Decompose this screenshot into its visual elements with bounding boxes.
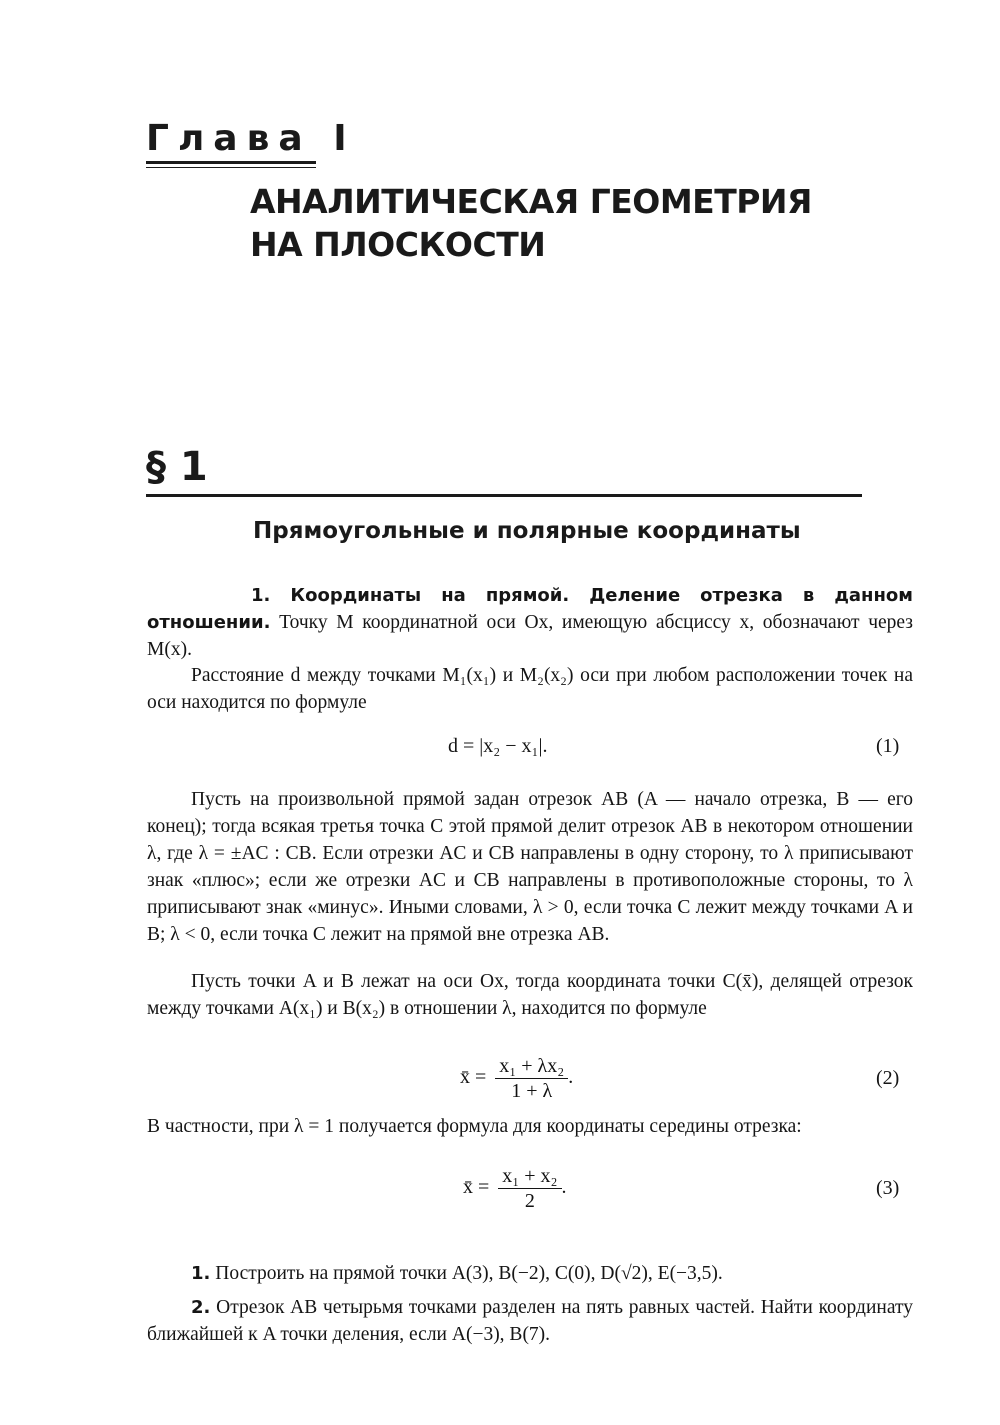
- formula-3-number: (3): [876, 1177, 900, 1199]
- formula-3: [463, 1164, 567, 1213]
- formula-2-denominator: 1 + λ: [511, 1080, 553, 1102]
- subsection-heading: 1. Координаты на прямой. Деление отрезка в данном отношении.: [147, 585, 913, 633]
- chapter-title-line-2: НА ПЛОСКОСТИ: [250, 225, 546, 264]
- chapter-title: [250, 180, 812, 266]
- formula-2: [460, 1054, 573, 1103]
- chapter-label: Глава I: [146, 118, 356, 159]
- formula-1: d = |x₂ − x₁|.: [448, 735, 548, 757]
- paragraph-1: [147, 582, 913, 663]
- exercise-1-text: Построить на прямой точки A(3), B(−2), C(0), D(√2), E(−3,5).: [215, 1263, 723, 1284]
- paragraph-4: Пусть точки A и B лежат на оси Ox, тогда координата точки C(x̄), делящей отрезок между точками A(x₁) и B(x₂) в отношении λ, находится по формуле: [147, 971, 913, 1019]
- exercise-2-number: 2.: [191, 1297, 211, 1318]
- formula-2-end: .: [568, 1066, 574, 1089]
- section-title: Прямоугольные и полярные координаты: [253, 518, 801, 544]
- formula-2-lhs: x̄ =: [460, 1066, 487, 1089]
- chapter-title-line-1: АНАЛИТИЧЕСКАЯ ГЕОМЕТРИЯ: [250, 182, 812, 221]
- section-number: § 1: [146, 444, 208, 490]
- formula-2-numerator: x₁ + λx₂: [495, 1054, 568, 1079]
- exercise-1-number: 1.: [191, 1263, 211, 1284]
- chapter-rule: [146, 161, 316, 164]
- formula-3-lhs: x̄ =: [463, 1176, 490, 1199]
- exercise-2-text: Отрезок AB четырьмя точками разделен на пять равных частей. Найти координату ближайшей к A точки деления, если A(−3), B(7).: [147, 1297, 914, 1345]
- paragraph-3: Пусть на произвольной прямой задан отрезок AB (A — начало отрезка, B — его конец); тогда всякая третья точка C этой прямой делит отрезок AB в некотором отношении λ, где λ = ±AC : CB. Если отрезки AC и CB направлены в одну сторону, то λ приписывают знак «плюс»; если же отрезки AC и CB направлены в противоположные стороны, то λ приписывают знак «минус». Иными словами, λ > 0, если точка C лежит между точками A и B; λ < 0, если точка C лежит на прямой вне отрезка AB.: [147, 789, 913, 945]
- formula-3-fraction: [498, 1164, 561, 1213]
- exercise-1: [147, 1260, 913, 1287]
- formula-3-end: .: [561, 1176, 567, 1199]
- paragraph-2: Расстояние d между точками M₁(x₁) и M₂(x₂) оси при любом расположении точек на оси находится по формуле: [147, 665, 913, 713]
- paragraph-1-text: Точку M координатной оси Ox, имеющую абсциссу x, обозначают через M(x).: [147, 612, 914, 660]
- formula-1-number: (1): [876, 735, 900, 757]
- chapter-rule-thin: [146, 167, 316, 168]
- paragraph-5: В частности, при λ = 1 получается формула для координаты середины отрезка:: [147, 1116, 802, 1137]
- section-rule: [146, 494, 862, 497]
- formula-3-numerator: x₁ + x₂: [498, 1164, 561, 1189]
- formula-3-denominator: 2: [524, 1190, 535, 1212]
- formula-2-fraction: [495, 1054, 568, 1103]
- exercise-2: [147, 1294, 913, 1348]
- formula-2-number: (2): [876, 1067, 900, 1089]
